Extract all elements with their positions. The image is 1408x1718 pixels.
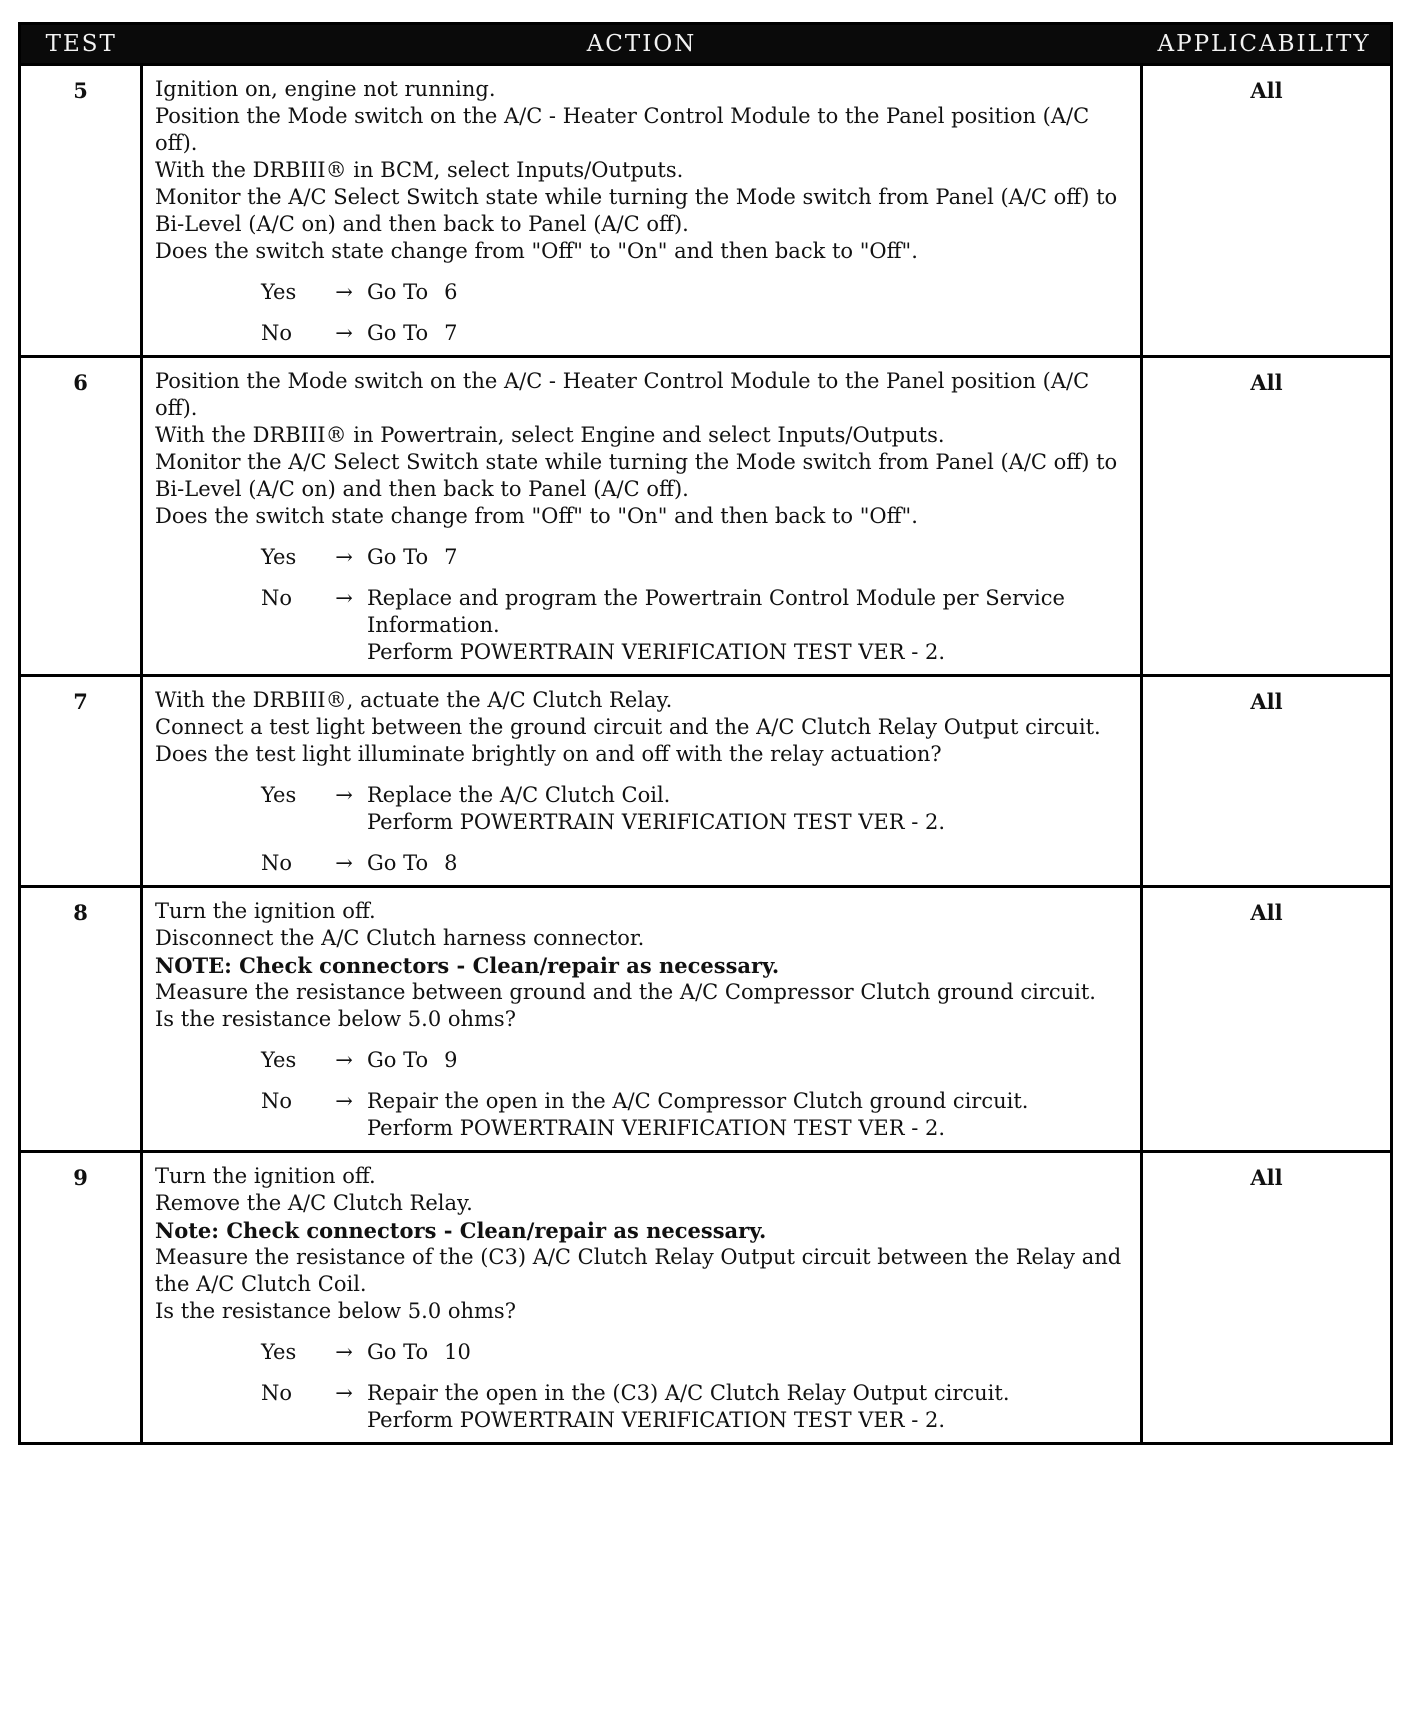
goto-text: Go To <box>367 545 429 569</box>
test-number: 6 <box>20 357 142 676</box>
yes-label: Yes <box>261 280 297 304</box>
test-row-9 <box>20 1152 1392 1444</box>
no-label: No <box>261 1089 293 1113</box>
action-step: Position the Mode switch on the A/C - Heater Control Module to the Panel position (A/C off). <box>155 369 1090 420</box>
action-step: Remove the A/C Clutch Relay. <box>155 1191 473 1215</box>
goto-text: Go To <box>367 321 429 345</box>
arrow-icon: → <box>335 1340 353 1364</box>
arrow-icon: → <box>335 1381 353 1405</box>
goto-number: 7 <box>444 545 458 569</box>
arrow-icon: → <box>335 851 353 875</box>
branch-result <box>367 1380 1132 1434</box>
goto-result <box>367 544 1132 571</box>
applicability-value: All <box>1142 65 1392 357</box>
test-row-7 <box>20 676 1392 887</box>
result-line: Perform POWERTRAIN VERIFICATION TEST VER - 2. <box>367 1408 946 1432</box>
goto-number: 6 <box>444 280 458 304</box>
test-row-5 <box>20 65 1392 357</box>
result-line: Perform POWERTRAIN VERIFICATION TEST VER - 2. <box>367 1116 946 1140</box>
no-branch <box>155 1380 1132 1434</box>
action-cell <box>142 887 1142 1152</box>
arrow-icon: → <box>335 1089 353 1113</box>
no-label: No <box>261 321 293 345</box>
applicability-value: All <box>1142 1152 1392 1444</box>
applicability-value: All <box>1142 676 1392 887</box>
branch-result <box>367 585 1132 666</box>
no-branch <box>155 1088 1132 1142</box>
goto-text: Go To <box>367 1340 429 1364</box>
branch-list <box>155 1047 1132 1142</box>
goto-number: 10 <box>444 1340 471 1364</box>
action-cell <box>142 1152 1142 1444</box>
goto-number: 8 <box>444 851 458 875</box>
action-step: Turn the ignition off. <box>155 1164 376 1188</box>
applicability-value: All <box>1142 357 1392 676</box>
test-row-6 <box>20 357 1392 676</box>
test-number: 9 <box>20 1152 142 1444</box>
result-line: Perform POWERTRAIN VERIFICATION TEST VER - 2. <box>367 640 946 664</box>
branch-list <box>155 544 1132 666</box>
goto-result <box>367 320 1132 347</box>
yes-branch <box>155 1047 1132 1074</box>
branch-list <box>155 1339 1132 1434</box>
action-cell <box>142 357 1142 676</box>
arrow-icon: → <box>335 783 353 807</box>
action-step: Position the Mode switch on the A/C - Heater Control Module to the Panel position (A/C off). <box>155 104 1090 155</box>
branch-list <box>155 782 1132 877</box>
arrow-icon: → <box>335 545 353 569</box>
test-number: 8 <box>20 887 142 1152</box>
action-step: Connect a test light between the ground circuit and the A/C Clutch Relay Output circuit. <box>155 715 1101 739</box>
test-row-8 <box>20 887 1392 1152</box>
action-step: With the DRBIII®, actuate the A/C Clutch Relay. <box>155 688 673 712</box>
action-note: NOTE: Check connectors - Clean/repair as necessary. <box>155 953 780 978</box>
yes-label: Yes <box>261 1048 297 1072</box>
branch-result <box>367 782 1132 836</box>
goto-number: 9 <box>444 1048 458 1072</box>
goto-text: Go To <box>367 851 429 875</box>
goto-number: 7 <box>444 321 458 345</box>
action-step: With the DRBIII® in BCM, select Inputs/Outputs. <box>155 158 684 182</box>
yes-branch <box>155 279 1132 306</box>
result-line: Repair the open in the A/C Compressor Clutch ground circuit. <box>367 1089 1029 1113</box>
branch-list <box>155 279 1132 347</box>
no-label: No <box>261 1381 293 1405</box>
header-action: ACTION <box>142 24 1142 65</box>
applicability-value: All <box>1142 887 1392 1152</box>
arrow-icon: → <box>335 321 353 345</box>
action-cell <box>142 676 1142 887</box>
arrow-icon: → <box>335 1048 353 1072</box>
branch-result <box>367 1088 1132 1142</box>
yes-label: Yes <box>261 545 297 569</box>
action-step: Turn the ignition off. <box>155 899 376 923</box>
action-step: Monitor the A/C Select Switch state while turning the Mode switch from Panel (A/C off) to Bi-Level (A/C on) and then back to Panel (A/C off). <box>155 185 1118 236</box>
yes-branch <box>155 544 1132 571</box>
header-applicability: APPLICABILITY <box>1142 24 1392 65</box>
no-branch <box>155 585 1132 666</box>
diagnostic-test-table <box>18 22 1393 1445</box>
arrow-icon: → <box>335 586 353 610</box>
yes-label: Yes <box>261 1340 297 1364</box>
goto-result <box>367 850 1132 877</box>
test-number: 5 <box>20 65 142 357</box>
action-question: Is the resistance below 5.0 ohms? <box>155 1007 516 1031</box>
goto-text: Go To <box>367 280 429 304</box>
action-question: Is the resistance below 5.0 ohms? <box>155 1299 516 1323</box>
yes-label: Yes <box>261 783 297 807</box>
diagnostic-page <box>18 22 1390 1702</box>
goto-result <box>367 1047 1132 1074</box>
action-question: Does the test light illuminate brightly on and off with the relay actuation? <box>155 742 942 766</box>
action-step: With the DRBIII® in Powertrain, select Engine and select Inputs/Outputs. <box>155 423 945 447</box>
result-line: Replace and program the Powertrain Control Module per Service Information. <box>367 586 1065 637</box>
action-step: Measure the resistance between ground and the A/C Compressor Clutch ground circuit. <box>155 980 1096 1004</box>
action-step: Disconnect the A/C Clutch harness connector. <box>155 926 645 950</box>
no-label: No <box>261 851 293 875</box>
table-header-row <box>20 24 1392 65</box>
goto-result <box>367 1339 1132 1366</box>
result-line: Perform POWERTRAIN VERIFICATION TEST VER - 2. <box>367 810 946 834</box>
header-test: TEST <box>20 24 142 65</box>
action-question: Does the switch state change from "Off" to "On" and then back to "Off". <box>155 504 918 528</box>
action-cell <box>142 65 1142 357</box>
action-question: Does the switch state change from "Off" to "On" and then back to "Off". <box>155 239 918 263</box>
goto-result <box>367 279 1132 306</box>
action-note: Note: Check connectors - Clean/repair as necessary. <box>155 1218 767 1243</box>
goto-text: Go To <box>367 1048 429 1072</box>
no-branch <box>155 850 1132 877</box>
action-step: Measure the resistance of the (C3) A/C Clutch Relay Output circuit between the Relay and the A/C Clutch Coil. <box>155 1245 1122 1296</box>
result-line: Repair the open in the (C3) A/C Clutch Relay Output circuit. <box>367 1381 1010 1405</box>
arrow-icon: → <box>335 280 353 304</box>
yes-branch <box>155 782 1132 836</box>
action-step: Ignition on, engine not running. <box>155 77 496 101</box>
result-line: Replace the A/C Clutch Coil. <box>367 783 671 807</box>
yes-branch <box>155 1339 1132 1366</box>
test-number: 7 <box>20 676 142 887</box>
no-branch <box>155 320 1132 347</box>
action-step: Monitor the A/C Select Switch state while turning the Mode switch from Panel (A/C off) to Bi-Level (A/C on) and then back to Panel (A/C off). <box>155 450 1118 501</box>
no-label: No <box>261 586 293 610</box>
